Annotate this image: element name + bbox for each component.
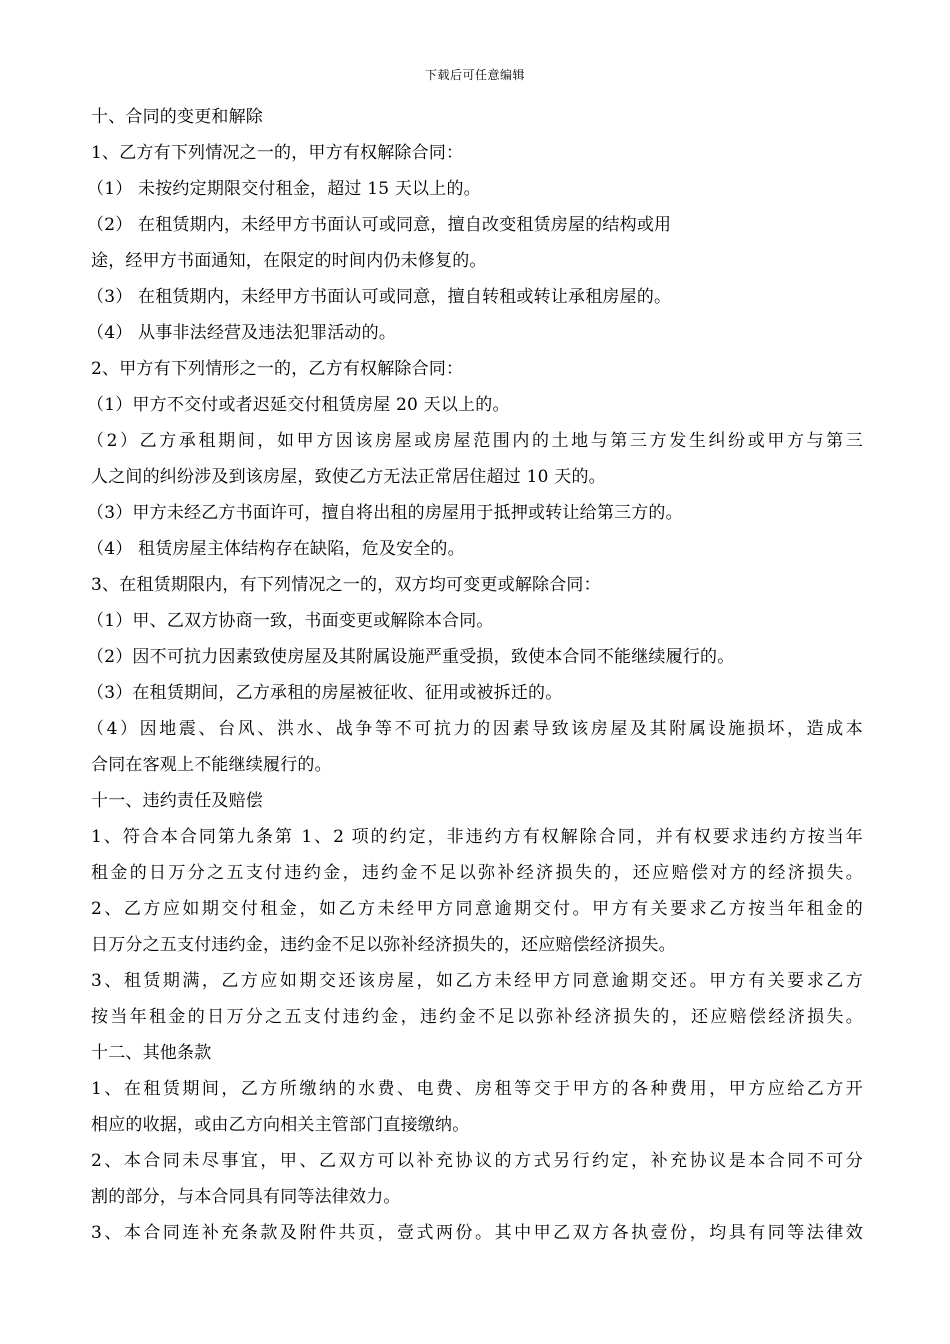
- document-line: 2、本合同未尽事宜，甲、乙双方可以补充协议的方式另行约定，补充协议是本合同不可分: [91, 1151, 863, 1171]
- document-line: 十二、其他条款: [91, 1043, 212, 1063]
- document-line: （3） 在租赁期内，未经甲方书面认可或同意，擅自转租或转让承租房屋的。: [87, 287, 672, 307]
- document-line: 3、在租赁期限内，有下列情况之一的，双方均可变更或解除合同：: [91, 575, 601, 595]
- document-line: 合同在客观上不能继续履行的。: [91, 755, 332, 775]
- document-line: 十、合同的变更和解除: [91, 107, 263, 127]
- document-line: 1、符合本合同第九条第 1、2 项的约定，非违约方有权解除合同，并有权要求违约方按当年: [91, 827, 863, 847]
- document-line: 日万分之五支付违约金，违约金不足以弥补经济损失的，还应赔偿经济损失。: [91, 935, 676, 955]
- document-line: 租金的日万分之五支付违约金，违约金不足以弥补经济损失的，还应赔偿对方的经济损失。: [91, 863, 863, 883]
- document-line: 相应的收据，或由乙方向相关主管部门直接缴纳。: [91, 1115, 470, 1135]
- document-line: 3、租赁期满，乙方应如期交还该房屋，如乙方未经甲方同意逾期交还。甲方有关要求乙方: [91, 971, 863, 991]
- document-line: （3）在租赁期间，乙方承租的房屋被征收、征用或被拆迁的。: [87, 683, 563, 703]
- document-line: （2） 在租赁期内，未经甲方书面认可或同意，擅自改变租赁房屋的结构或用: [87, 215, 672, 235]
- document-line: 3、本合同连补充条款及附件共页，壹式两份。其中甲乙双方各执壹份，均具有同等法律效: [91, 1223, 863, 1243]
- document-body: [87, 99, 863, 1251]
- document-line: （4） 从事非法经营及违法犯罪活动的。: [87, 323, 397, 343]
- document-line: （4）因地震、台风、洪水、战争等不可抗力的因素导致该房屋及其附属设施损坏，造成本: [87, 719, 863, 739]
- document-line: 人之间的纠纷涉及到该房屋，致使乙方无法正常居住超过 10 天的。: [91, 467, 606, 487]
- header-note: 下载后可任意编辑: [424, 68, 525, 82]
- document-line: 途，经甲方书面通知，在限定的时间内仍未修复的。: [91, 251, 487, 271]
- document-line: 1、乙方有下列情况之一的，甲方有权解除合同：: [91, 143, 464, 163]
- document-line: （1）甲方不交付或者迟延交付租赁房屋 20 天以上的。: [87, 395, 510, 415]
- document-line: 十一、违约责任及赔偿: [91, 791, 263, 811]
- document-line: （4） 租赁房屋主体结构存在缺陷，危及安全的。: [87, 539, 465, 559]
- document-line: 2、乙方应如期交付租金，如乙方未经甲方同意逾期交付。甲方有关要求乙方按当年租金的: [91, 899, 863, 919]
- document-line: （3）甲方未经乙方书面许可，擅自将出租的房屋用于抵押或转让给第三方的。: [87, 503, 683, 523]
- document-line: 按当年租金的日万分之五支付违约金，违约金不足以弥补经济损失的，还应赔偿经济损失。: [91, 1007, 863, 1027]
- document-line: （1）甲、乙双方协商一致，书面变更或解除本合同。: [87, 611, 494, 631]
- document-line: 2、甲方有下列情形之一的，乙方有权解除合同：: [91, 359, 464, 379]
- document-line: （1） 未按约定期限交付租金，超过 15 天以上的。: [87, 179, 481, 199]
- document-line: 1、在租赁期间，乙方所缴纳的水费、电费、房租等交于甲方的各种费用，甲方应给乙方开: [91, 1079, 863, 1099]
- document-line: （2）乙方承租期间，如甲方因该房屋或房屋范围内的土地与第三方发生纠纷或甲方与第三: [87, 431, 863, 451]
- document-line: （2）因不可抗力因素致使房屋及其附属设施严重受损，致使本合同不能继续履行的。: [87, 647, 735, 667]
- document-line: 割的部分，与本合同具有同等法律效力。: [91, 1187, 401, 1207]
